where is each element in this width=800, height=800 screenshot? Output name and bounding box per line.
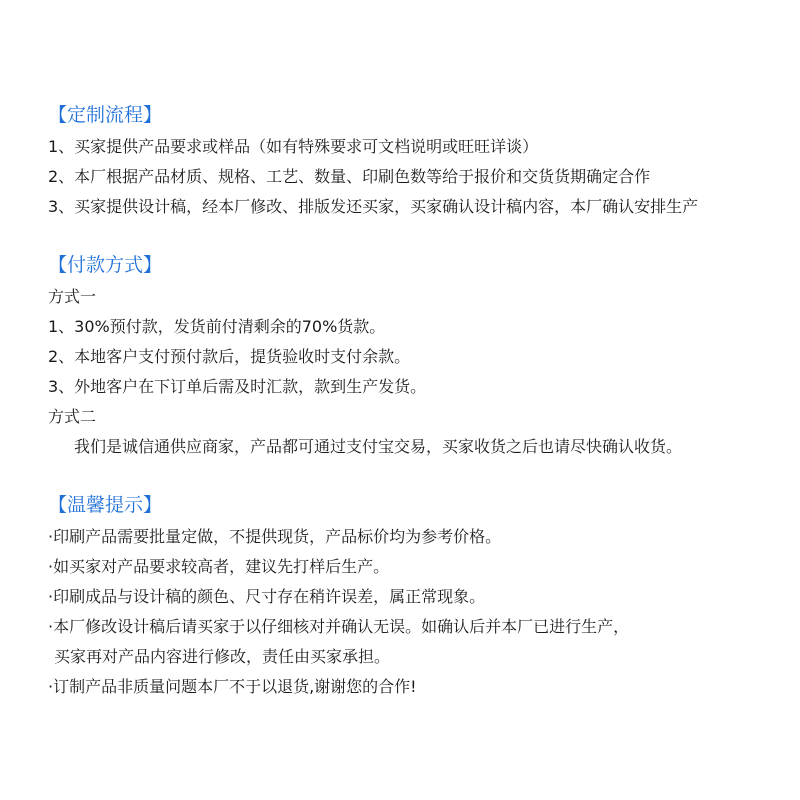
tip-item-4: ·本厂修改设计稿后请买家于以仔细核对并确认无误。如确认后并本厂已进行生产， bbox=[48, 617, 630, 636]
payment-method-section bbox=[48, 252, 780, 462]
payment-method-1-item-1: 1、30%预付款，发货前付清剩余的70%货款。 bbox=[48, 317, 386, 336]
process-step-2: 2、本厂根据产品材质、规格、工艺、数量、印刷色数等给于报价和交货货期确定合作 bbox=[48, 167, 651, 186]
payment-method-2-text: 我们是诚信通供应商家，产品都可通过支付宝交易，买家收货之后也请尽快确认收货。 bbox=[74, 437, 683, 456]
tip-item-4-continued: 买家再对产品内容进行修改，责任由买家承担。 bbox=[54, 647, 391, 666]
payment-method-2-title: 方式二 bbox=[48, 407, 97, 426]
payment-method-heading: 【付款方式】 bbox=[48, 254, 163, 276]
payment-method-1-item-2: 2、本地客户支付预付款后，提货验收时支付余款。 bbox=[48, 347, 411, 366]
process-step-1: 1、买家提供产品要求或样品（如有特殊要求可文档说明或旺旺详谈） bbox=[48, 137, 539, 156]
payment-method-1-title: 方式一 bbox=[48, 287, 97, 306]
payment-method-1-item-3: 3、外地客户在下订单后需及时汇款，款到生产发货。 bbox=[48, 377, 427, 396]
custom-process-heading: 【定制流程】 bbox=[48, 104, 163, 126]
tips-heading: 【温馨提示】 bbox=[48, 494, 163, 516]
custom-process-section bbox=[48, 102, 780, 222]
tip-item-2: ·如买家对产品要求较高者，建议先打样后生产。 bbox=[48, 557, 390, 576]
process-step-3: 3、买家提供设计稿，经本厂修改、排版发还买家，买家确认设计稿内容，本厂确认安排生产 bbox=[48, 197, 699, 216]
tips-section bbox=[48, 492, 780, 702]
tip-item-1: ·印刷产品需要批量定做，不提供现货，产品标价均为参考价格。 bbox=[48, 527, 502, 546]
tip-item-5: ·订制产品非质量问题本厂不于以退货,谢谢您的合作! bbox=[48, 677, 417, 696]
tip-item-3: ·印刷成品与设计稿的颜色、尺寸存在稍许误差，属正常现象。 bbox=[48, 587, 486, 606]
